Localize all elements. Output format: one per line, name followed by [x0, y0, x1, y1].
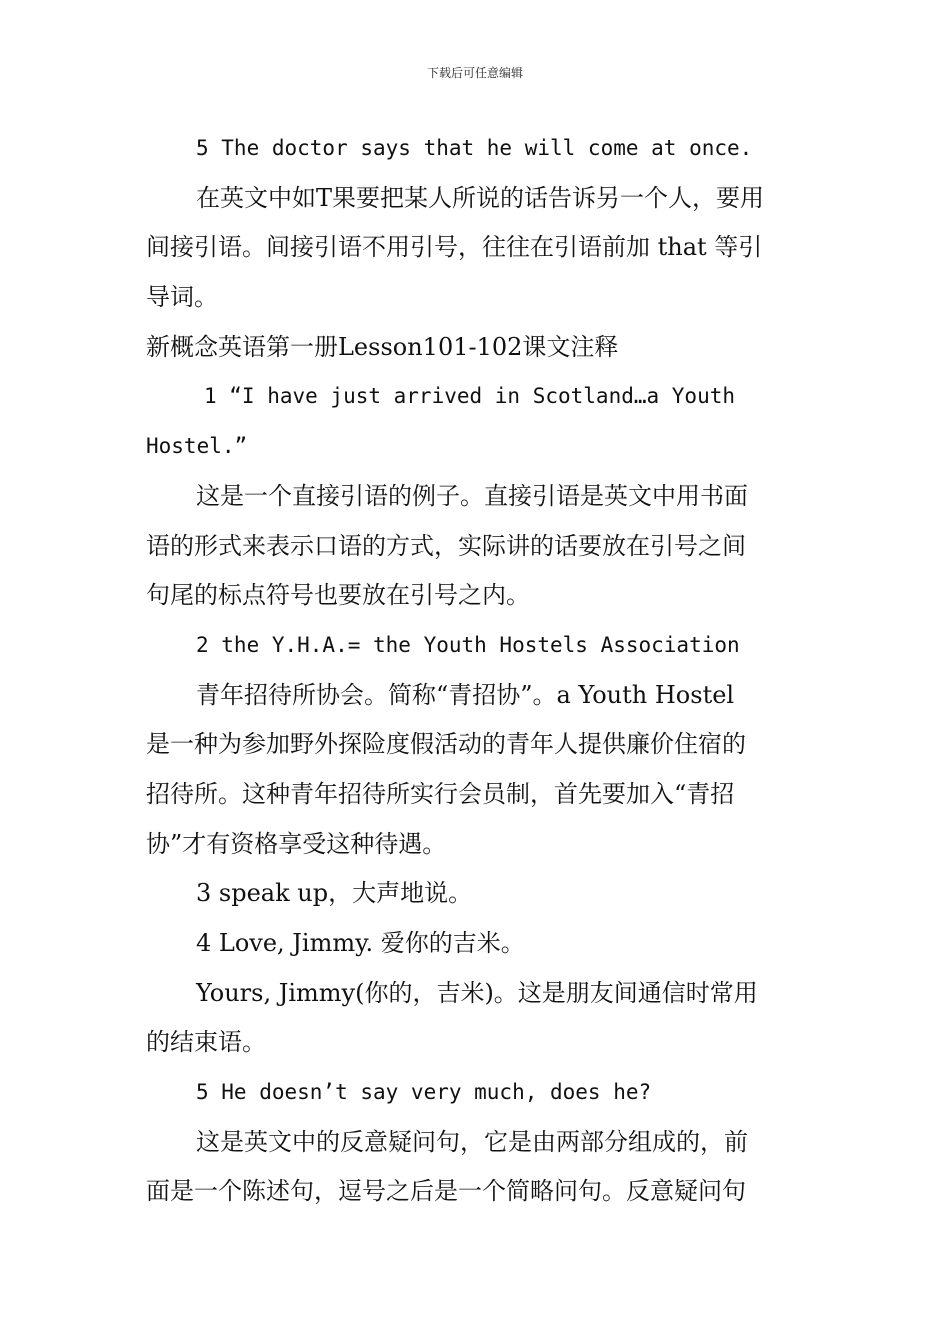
page-header-note: 下载后可任意编辑 — [426, 66, 523, 80]
text-line-19: 的结束语。 — [146, 1028, 266, 1057]
text-line-20: 5 He doesn’t say very much, does he? — [196, 1080, 652, 1105]
text-line-17: 4 Love, Jimmy. 爱你的吉米。 — [196, 929, 525, 957]
text-line-4: 导词。 — [146, 283, 218, 312]
text-line-10: 句尾的标点符号也要放在引号之内。 — [146, 581, 530, 610]
text-line-15: 协”才有资格享受这种待遇。 — [146, 829, 447, 858]
text-line-6: 1 “I have just arrived in Scotland…a Youth — [204, 384, 736, 409]
text-line-1: 5 The doctor says that he will come at once. — [196, 136, 753, 160]
text-line-3: 间接引语。间接引语不用引号，往往在引语前加 that 等引 — [146, 233, 763, 262]
document-body — [146, 124, 804, 1217]
text-line-22: 面是一个陈述句，逗号之后是一个简略问句。反意疑问句 — [146, 1177, 746, 1206]
text-line-14: 招待所。这种青年招待所实行会员制，首先要加入“青招 — [146, 779, 735, 808]
text-line-12: 青年招待所协会。简称“青招协”。a Youth Hostel — [196, 680, 735, 709]
text-line-13: 是一种为参加野外探险度假活动的青年人提供廉价住宿的 — [146, 730, 746, 759]
section-heading: 新概念英语第一册Lesson101-102课文注释 — [146, 332, 619, 361]
text-line-2: 在英文中如T果要把某人所说的话告诉另一个人，要用 — [196, 183, 765, 212]
text-line-7: Hostel.” — [146, 434, 248, 459]
text-line-21: 这是英文中的反意疑问句，它是由两部分组成的，前 — [196, 1127, 748, 1156]
text-line-11: 2 the Y.H.A.= the Youth Hostels Association — [196, 632, 740, 657]
text-line-9: 语的形式来表示口语的方式，实际讲的话要放在引号之间 — [146, 531, 746, 560]
text-line-8: 这是一个直接引语的例子。直接引语是英文中用书面 — [196, 481, 748, 510]
text-line-18: Yours, Jimmy(你的，吉米)。这是朋友间通信时常用 — [196, 978, 758, 1007]
text-line-16: 3 speak up，大声地说。 — [196, 879, 473, 908]
